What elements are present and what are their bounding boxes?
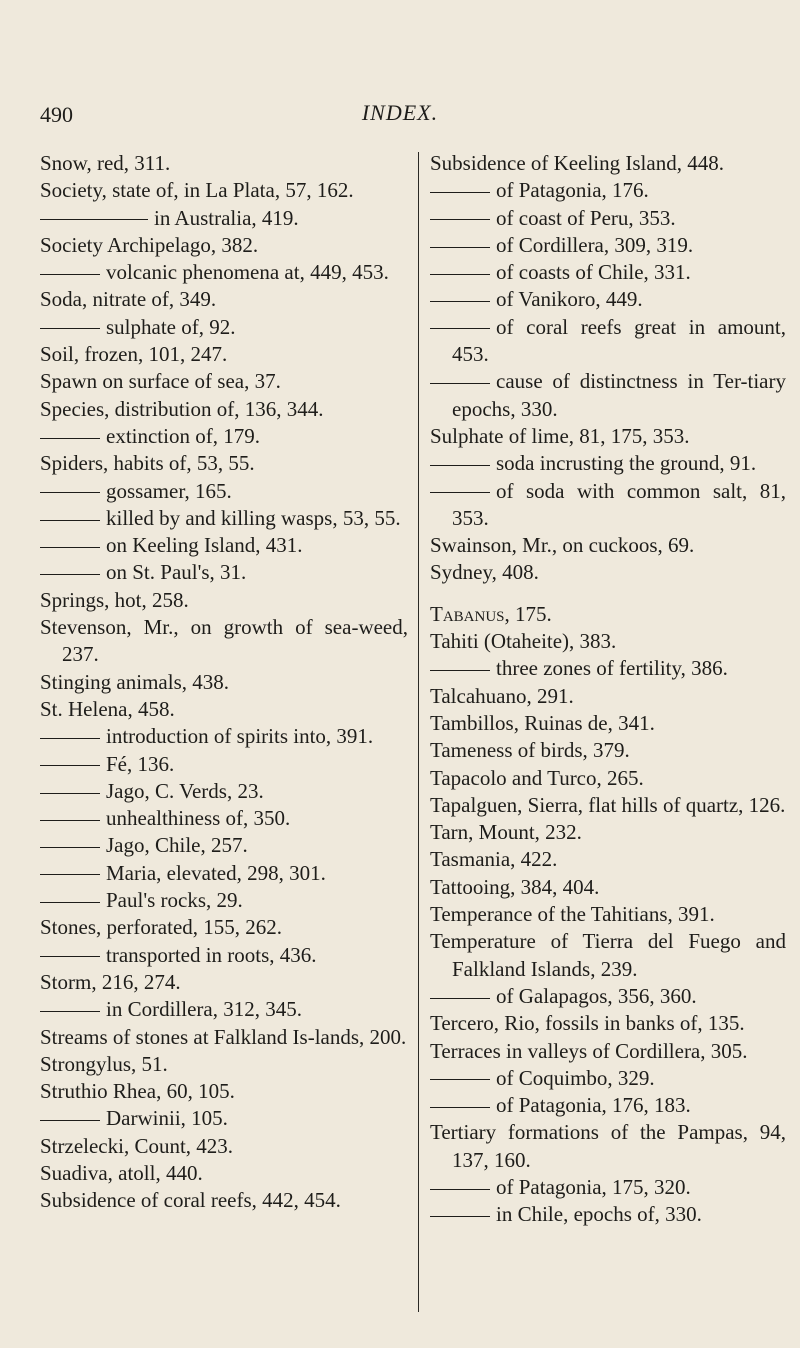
index-entry (40, 505, 408, 532)
index-entry (430, 928, 786, 983)
ditto-dash (40, 274, 100, 275)
index-entry (430, 710, 786, 737)
index-entry-text: St. Helena, 458. (40, 696, 175, 721)
ditto-dash (40, 874, 100, 875)
index-entry-text: Tahiti (Otaheite), 383. (430, 629, 617, 654)
index-entry (40, 1024, 408, 1051)
ditto-dash (40, 492, 100, 493)
ditto-dash (430, 219, 490, 220)
ditto-dash (40, 738, 100, 739)
index-entry-text: volcanic phenomena at, 449, 453. (106, 260, 389, 285)
running-head: INDEX. (361, 100, 439, 125)
ditto-dash (40, 902, 100, 903)
index-entry-text: Springs, hot, 258. (40, 587, 189, 612)
index-entry-text: Tapacolo and Turco, 265. (430, 765, 644, 790)
index-entry-text: of Vanikoro, 449. (496, 287, 643, 312)
index-entry-text: Stones, perforated, 155, 262. (40, 915, 283, 940)
index-entry (40, 423, 408, 450)
index-entry-text: Swainson, Mr., on cuckoos, 69. (430, 533, 695, 558)
index-entry-text: of coast of Peru, 353. (496, 205, 676, 230)
index-entry (40, 177, 408, 204)
index-entry (430, 423, 786, 450)
index-entry (430, 177, 786, 204)
index-entry-text: sulphate of, 92. (106, 314, 236, 339)
index-entry-text: Paul's rocks, 29. (106, 888, 243, 913)
index-entry-text: Maria, elevated, 298, 301. (106, 860, 326, 885)
ditto-dash (430, 492, 490, 493)
index-entry-text: Struthio Rhea, 60, 105. (40, 1079, 235, 1104)
index-entry-text: of Patagonia, 175, 320. (496, 1174, 691, 1199)
index-entry (430, 150, 786, 177)
index-entry (40, 532, 408, 559)
index-entry-text: Temperature of Tierra del Fuego and Falkland Islands, 239. (430, 929, 786, 981)
index-entry-text: Jago, C. Verds, 23. (106, 778, 264, 803)
index-entry-text: Tattooing, 384, 404. (430, 874, 600, 899)
ditto-dash (430, 383, 490, 384)
index-entry (430, 1119, 786, 1174)
index-entry (430, 532, 786, 559)
index-entry-text: of Galapagos, 356, 360. (496, 983, 697, 1008)
index-entry-text: Species, distribution of, 136, 344. (40, 396, 324, 421)
index-entry-text: Temperance of the Tahitians, 391. (430, 902, 715, 927)
index-entry-text: Suadiva, atoll, 440. (40, 1160, 203, 1185)
ditto-dash (430, 247, 490, 248)
index-entry-text: extinction of, 179. (106, 423, 260, 448)
index-entry (40, 969, 408, 996)
ditto-dash (40, 847, 100, 848)
index-entry-text: Subsidence of Keeling Island, 448. (430, 151, 724, 175)
index-entry (40, 696, 408, 723)
index-entry (40, 368, 408, 395)
index-entry (430, 450, 786, 477)
ditto-dash (430, 328, 490, 329)
ditto-dash (40, 1011, 100, 1012)
index-entry-text: of coasts of Chile, 331. (496, 260, 691, 285)
index-entry (40, 832, 408, 859)
index-entry (430, 559, 786, 586)
page-number: 490 (40, 102, 73, 127)
index-entry (40, 450, 408, 477)
index-entry-text: of soda with common salt, 81, 353. (452, 478, 786, 530)
index-entry (40, 751, 408, 778)
ditto-dash (430, 465, 490, 466)
index-entry-text: unhealthiness of, 350. (106, 806, 291, 831)
index-entry (40, 1133, 408, 1160)
left-column (40, 150, 408, 1215)
ditto-dash (40, 328, 100, 329)
index-entry-text: cause of distinctness in Ter-tiary epochs, 330. (452, 369, 786, 421)
index-entry-text: Society Archipelago, 382. (40, 232, 259, 257)
ditto-dash (40, 956, 100, 957)
index-entry-text: transported in roots, 436. (106, 942, 317, 967)
index-entry (40, 286, 408, 313)
right-column (430, 150, 786, 1229)
index-entry (430, 368, 786, 423)
index-entry-text: Tercero, Rio, fossils in banks of, 135. (430, 1011, 745, 1036)
index-entry (40, 1160, 408, 1187)
index-entry-text: of coral reefs great in amount, 453. (452, 314, 786, 367)
ditto-dash (430, 301, 490, 302)
index-entry (40, 723, 408, 750)
ditto-dash (40, 574, 100, 575)
index-entry-text: Tertiary formations of the Pampas, 94, 137, 160. (430, 1120, 786, 1172)
index-entry-text: Tabanus, 175. (430, 601, 552, 626)
index-entry-text: of Cordillera, 309, 319. (496, 232, 694, 257)
index-entry (430, 1065, 786, 1092)
index-entry-text: Tapalguen, Sierra, flat hills of quartz, 126. (430, 792, 786, 817)
index-entry-text: Talcahuano, 291. (430, 683, 574, 708)
index-entry (430, 846, 786, 873)
index-entry (430, 314, 786, 369)
index-entry-text: Tasmania, 422. (430, 847, 558, 872)
ditto-dash (40, 793, 100, 794)
ditto-dash (430, 998, 490, 999)
index-entry (430, 901, 786, 928)
ditto-dash (40, 765, 100, 766)
index-entry-text: Jago, Chile, 257. (106, 833, 248, 858)
index-entry (40, 341, 408, 368)
ditto-dash (40, 547, 100, 548)
ditto-dash (430, 1079, 490, 1080)
index-entry (430, 1174, 786, 1201)
index-entry-text: Subsidence of coral reefs, 442, 454. (40, 1188, 341, 1213)
index-entry-text: Terraces in valleys of Cordillera, 305. (430, 1038, 748, 1063)
index-entry (430, 737, 786, 764)
index-entry (40, 1105, 408, 1132)
index-entry (40, 396, 408, 423)
ditto-dash (430, 670, 490, 671)
index-entry-text: Spawn on surface of sea, 37. (40, 369, 281, 394)
index-entry-text: Storm, 216, 274. (40, 969, 181, 994)
index-entry (40, 1078, 408, 1105)
column-rule (418, 152, 419, 1312)
index-entry-text: Stevenson, Mr., on growth of sea-weed, 237. (40, 615, 408, 667)
index-entry-text: killed by and killing wasps, 53, 55. (106, 505, 401, 530)
index-entry-text: Soil, frozen, 101, 247. (40, 342, 228, 367)
index-entry-text: gossamer, 165. (106, 478, 232, 503)
index-entry (430, 983, 786, 1010)
index-entry-text: in Cordillera, 312, 345. (106, 997, 302, 1022)
index-entry-text: Strzelecki, Count, 423. (40, 1133, 234, 1158)
index-entry-text: soda incrusting the ground, 91. (496, 451, 757, 476)
index-entry (40, 478, 408, 505)
index-entry (40, 205, 408, 232)
index-entry (40, 1187, 408, 1214)
index-entry (40, 314, 408, 341)
index-entry (430, 478, 786, 533)
index-entry-text: Society, state of, in La Plata, 57, 162. (40, 178, 354, 203)
index-entry-text: in Australia, 419. (154, 205, 299, 230)
ditto-dash (40, 219, 148, 220)
index-entry (430, 205, 786, 232)
index-entry (40, 942, 408, 969)
index-entry-text: Sydney, 408. (430, 560, 539, 585)
index-entry-text: introduction of spirits into, 391. (106, 724, 374, 749)
index-entry (40, 259, 408, 286)
index-entry-text: Sulphate of lime, 81, 175, 353. (430, 423, 690, 448)
index-entry-text: Streams of stones at Falkland Is-lands, 200. (40, 1024, 407, 1049)
index-entry (430, 874, 786, 901)
index-entry (430, 819, 786, 846)
index-entry (40, 559, 408, 586)
index-entry-text: Darwinii, 105. (106, 1106, 228, 1131)
index-entry-text: three zones of fertility, 386. (496, 656, 728, 681)
index-entry (430, 1201, 786, 1228)
index-entry-text: Tarn, Mount, 232. (430, 820, 582, 845)
index-entry-text: Tambillos, Ruinas de, 341. (430, 710, 655, 735)
index-entry (430, 792, 786, 819)
index-entry-text: Spiders, habits of, 53, 55. (40, 451, 255, 476)
index-entry (430, 1038, 786, 1065)
index-entry (430, 1092, 786, 1119)
index-entry-text: on St. Paul's, 31. (106, 560, 247, 585)
index-entry (430, 655, 786, 682)
index-entry (40, 805, 408, 832)
ditto-dash (40, 438, 100, 439)
index-entry (40, 996, 408, 1023)
index-entry-text: Strongylus, 51. (40, 1051, 168, 1076)
index-entry (40, 860, 408, 887)
index-entry (430, 628, 786, 655)
ditto-dash (40, 520, 100, 521)
ditto-dash (430, 1107, 490, 1108)
index-entry (430, 286, 786, 313)
index-entry-text: in Chile, epochs of, 330. (496, 1202, 702, 1227)
ditto-dash (430, 1216, 490, 1217)
index-entry-text: of Patagonia, 176, 183. (496, 1093, 691, 1118)
index-entry (430, 683, 786, 710)
index-entry-text: Stinging animals, 438. (40, 669, 229, 694)
ditto-dash (430, 274, 490, 275)
index-entry (40, 150, 408, 177)
index-entry (40, 887, 408, 914)
index-entry-text: Soda, nitrate of, 349. (40, 287, 217, 312)
index-entry (40, 778, 408, 805)
index-entry (40, 914, 408, 941)
index-entry (430, 1010, 786, 1037)
index-entry-text: Snow, red, 311. (40, 151, 171, 175)
index-entry (430, 765, 786, 792)
index-entry (430, 259, 786, 286)
ditto-dash (430, 1189, 490, 1190)
index-entry (40, 587, 408, 614)
index-entry (40, 669, 408, 696)
index-entry-text: of Patagonia, 176. (496, 178, 649, 203)
index-entry (430, 232, 786, 259)
index-entry (430, 601, 786, 628)
ditto-dash (430, 192, 490, 193)
index-entry-text: Fé, 136. (106, 751, 175, 776)
index-entry-text: on Keeling Island, 431. (106, 533, 303, 558)
ditto-dash (40, 1120, 100, 1121)
index-entry (40, 232, 408, 259)
index-entry-text: Tameness of birds, 379. (430, 738, 630, 763)
index-entry-text: of Coquimbo, 329. (496, 1065, 655, 1090)
index-entry (40, 1051, 408, 1078)
ditto-dash (40, 820, 100, 821)
index-entry (40, 614, 408, 669)
